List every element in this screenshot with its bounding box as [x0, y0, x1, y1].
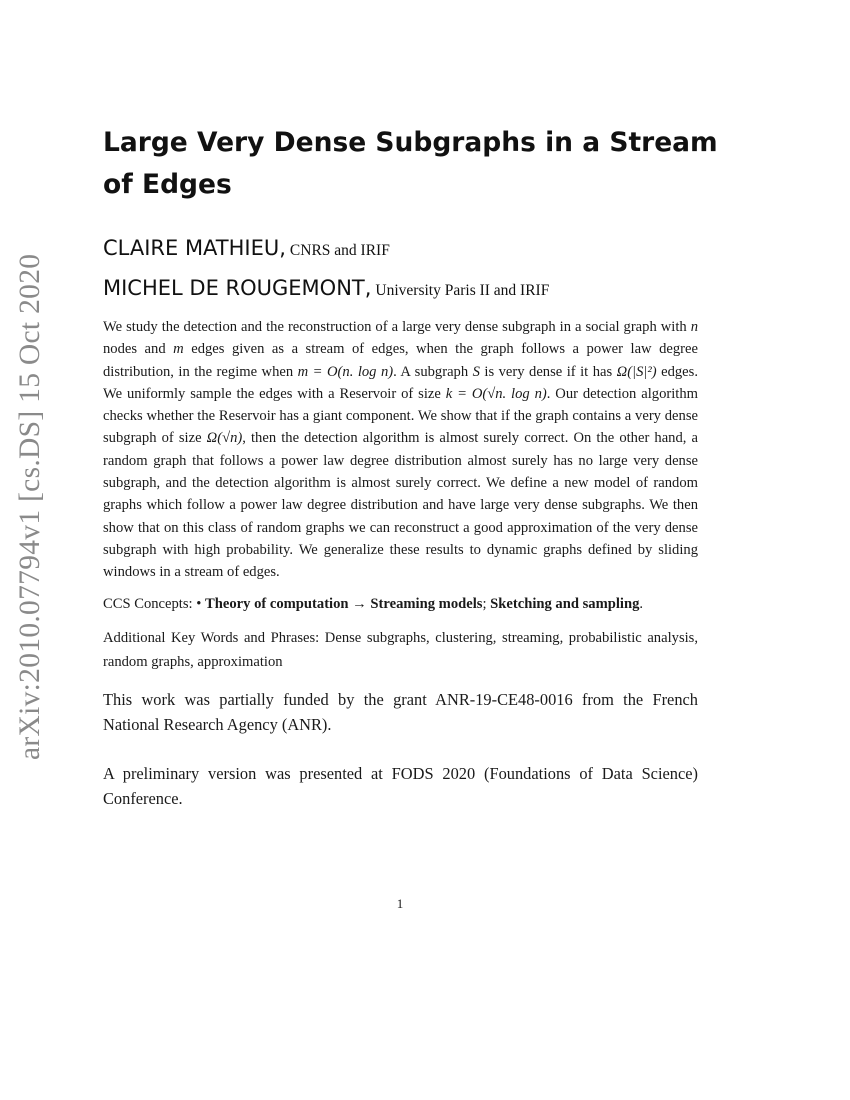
author-affiliation: CNRS and IRIF	[289, 242, 390, 259]
ccs-concept: Theory of computation	[205, 596, 349, 612]
ccs-arrow: →	[348, 596, 371, 612]
abstract-text: edges. We uniformly sample the edges with a Reservoir of size	[103, 363, 698, 402]
abstract-text: We study the detection and the reconstruction of a large very dense subgraph in a social graph with	[103, 319, 691, 335]
preliminary-version-note: A preliminary version was presented at FODS 2020 (Foundations of Data Science) Conference.	[103, 764, 698, 808]
abstract-text: , then the detection algorithm is almost surely correct. On the other hand, a random graph that follows a power law degree distribution almost surely has no large very dense subgraph, and the detection algorithm is almost surely correct. We define a new model of random graphs which follow a power law degree distribution and have large very dense subgraphs. We then show that on this class of random graphs we can reconstruct a good approximation of the very dense subgraph with high probability. We generalize these results to dynamic graphs defined by sliding windows in a stream of edges.	[103, 430, 698, 581]
author	[103, 236, 390, 260]
abstract-text: . Our detection algorithm checks whether the Reservoir has a giant component. We show that if the graph contains a very dense subgraph of size	[103, 385, 698, 447]
author	[103, 276, 549, 300]
abstract-text: nodes and	[103, 341, 174, 358]
author-affiliation: University Paris II and IRIF	[375, 282, 550, 299]
math-expression: Ω(√n)	[206, 430, 243, 447]
arxiv-identifier: arXiv:2010.07794v1 [cs.DS] 15 Oct 2020	[14, 253, 46, 760]
math-variable: S	[472, 363, 480, 380]
abstract-text: . A subgraph	[393, 363, 473, 380]
math-expression: m = O(n. log n)	[297, 363, 394, 380]
ccs-concepts	[103, 593, 703, 615]
math-variable: m	[173, 341, 184, 358]
abstract-text: edges given as a stream of edges, when the graph follows a power law degree distribution, in the regime when	[103, 341, 698, 380]
abstract	[103, 316, 698, 584]
ccs-concept: Sketching and sampling	[490, 596, 640, 612]
ccs-concept: Streaming models	[370, 596, 483, 612]
ccs-separator: ;	[482, 596, 491, 612]
page-number: 1	[396, 896, 404, 911]
math-expression: k = O(√n. log n)	[445, 385, 547, 402]
keywords: Additional Key Words and Phrases: Dense subgraphs, clustering, streaming, probabilistic analysis, random graphs, approximation	[103, 630, 698, 670]
funding-note: This work was partially funded by the grant ANR-19-CE48-0016 from the French National Research Agency (ANR).	[103, 690, 698, 734]
math-expression: Ω(|S|²)	[616, 363, 657, 380]
math-variable: n	[690, 319, 698, 335]
author-name: MICHEL DE ROUGEMONT,	[103, 276, 372, 300]
ccs-label: CCS Concepts: •	[103, 596, 206, 612]
author-name: CLAIRE MATHIEU,	[103, 236, 286, 260]
abstract-text: is very dense if it has	[479, 363, 617, 380]
ccs-end: .	[639, 596, 644, 612]
paper-title: Large Very Dense Subgraphs in a Stream of Edges	[103, 127, 718, 200]
